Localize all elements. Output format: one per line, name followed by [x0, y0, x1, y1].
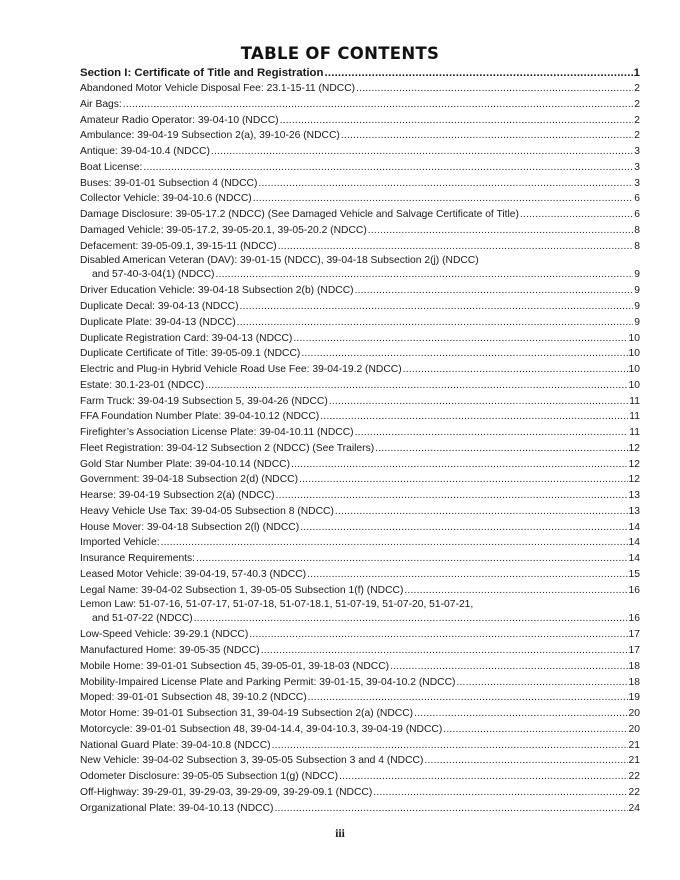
- toc-entry[interactable]: [80, 315, 640, 331]
- toc-entry[interactable]: [80, 535, 640, 551]
- leader-dots: [456, 675, 627, 691]
- leader-dots: [123, 97, 633, 113]
- toc-entry-page: 17: [628, 629, 640, 641]
- toc-entry[interactable]: [80, 331, 640, 347]
- toc-entry-page: 14: [628, 521, 640, 533]
- toc-entry-label: Antique: 39-04-10.4 (NDCC): [80, 146, 210, 157]
- toc-entry-page: 22: [628, 771, 640, 782]
- leader-dots: [299, 472, 627, 488]
- leader-dots: [307, 567, 627, 583]
- toc-entry-page: 3: [634, 177, 640, 189]
- toc-entry-page: 14: [628, 553, 640, 564]
- toc-entry[interactable]: [80, 160, 640, 176]
- toc-entry-label: Estate: 30.1-23-01 (NDCC): [80, 379, 205, 391]
- toc-entry-page: 8: [634, 240, 640, 252]
- toc-entry-page: 18: [628, 676, 640, 688]
- toc-entry-label: Firefighter’s Association License Plate: 39-04-10.11 (NDCC): [80, 427, 354, 438]
- toc-entry-label: Electric and Plug-in Hybrid Vehicle Road Use Fee: 39-04-19.2 (NDCC): [80, 364, 402, 375]
- toc-entry[interactable]: [80, 583, 640, 599]
- toc-entry-page: 9: [634, 316, 640, 328]
- toc-entry[interactable]: [80, 769, 640, 785]
- toc-entry-page: 13: [628, 505, 640, 517]
- leader-dots: [196, 551, 627, 567]
- toc-entry[interactable]: [80, 738, 640, 754]
- toc-entry[interactable]: [80, 520, 640, 536]
- toc-entry[interactable]: [80, 362, 640, 378]
- leader-dots: [205, 378, 627, 394]
- leader-dots: [291, 457, 628, 473]
- leader-dots: [249, 627, 627, 643]
- toc-entry-label: Government: 39-04-18 Subsection 2(d) (NDCC): [80, 474, 299, 486]
- toc-entry-label: Duplicate Plate: 39-04-13 (NDCC): [80, 316, 236, 328]
- toc-entry-label: Buses: 39-01-01 Subsection 4 (NDCC): [80, 177, 258, 189]
- toc-entry[interactable]: [80, 706, 640, 722]
- toc-entry[interactable]: [80, 254, 640, 281]
- toc-entry-label-continued: and 51-07-22 (NDCC): [92, 612, 193, 624]
- toc-entry-label-continued: and 57-40-3-04(1) (NDCC): [92, 268, 215, 280]
- toc-entry[interactable]: [80, 113, 640, 129]
- toc-entry-label: Odometer Disclosure: 39-05-05 Subsection 1(g) (NDCC): [80, 771, 339, 782]
- leader-dots: [339, 769, 627, 785]
- toc-entry-label: Defacement: 39-05-09.1, 39-15-11 (NDCC): [80, 240, 277, 252]
- toc-entry-label: Collector Vehicle: 39-04-10.6 (NDCC): [80, 193, 252, 205]
- toc-entry[interactable]: [80, 409, 640, 425]
- toc-entry-page: 19: [628, 692, 640, 704]
- toc-entry[interactable]: [80, 753, 640, 769]
- toc-entry-label: Boat License:: [80, 161, 143, 173]
- toc-entry[interactable]: [80, 488, 640, 504]
- toc-entry-page: 2: [634, 83, 640, 94]
- leader-dots: [320, 409, 628, 425]
- toc-entry-label: Low-Speed Vehicle: 39-29.1 (NDCC): [80, 629, 249, 641]
- leader-dots: [272, 738, 628, 754]
- toc-entry-page: 22: [628, 786, 640, 798]
- toc-entry[interactable]: [80, 144, 640, 160]
- toc-entry-label: Mobile Home: 39-01-01 Subsection 45, 39-05-01, 39-18-03 (NDCC): [80, 660, 390, 672]
- toc-entry-page: 11: [629, 395, 640, 407]
- leader-dots: [356, 81, 633, 97]
- toc-entry-label: New Vehicle: 39-04-02 Subsection 3, 39-05-05 Subsection 3 and 4 (NDCC): [80, 755, 424, 767]
- toc-entry-label: Damage Disclosure: 39-05-17.2 (NDCC) (See Damaged Vehicle and Salvage Certificate of Title): [80, 209, 519, 220]
- toc-entry-page: 6: [634, 193, 640, 205]
- toc-entry-label: Motor Home: 39-01-01 Subsection 31, 39-04-19 Subsection 2(a) (NDCC): [80, 708, 414, 719]
- toc-entry-label: Air Bags:: [80, 98, 122, 110]
- toc-entry[interactable]: [80, 81, 640, 97]
- toc-entry-label: Gold Star Number Plate: 39-04-10.14 (NDCC): [80, 458, 291, 470]
- leader-dots: [403, 362, 628, 378]
- leader-dots: [443, 722, 627, 738]
- page-title: TABLE OF CONTENTS: [240, 44, 440, 63]
- leader-dots: [240, 299, 634, 315]
- toc-entry-page: 12: [628, 474, 640, 486]
- toc-entry-label: Duplicate Registration Card: 39-04-13 (NDCC): [80, 332, 293, 344]
- toc-entry[interactable]: [80, 690, 640, 706]
- toc-entry[interactable]: [80, 191, 640, 207]
- toc-entry-page: 21: [628, 739, 640, 751]
- toc-entry-page: 11: [629, 411, 640, 423]
- toc-entry-label: Duplicate Certificate of Title: 39-05-09.1 (NDCC): [80, 348, 301, 360]
- toc-entry[interactable]: [80, 722, 640, 738]
- toc-entry-label: Moped: 39-01-01 Subsection 48, 39-10.2 (NDCC): [80, 692, 307, 704]
- toc-entry-label: Disabled American Veteran (DAV): 39-01-15 (NDCC), 39-04-18 Subsection 2(j) (NDCC): [80, 255, 479, 267]
- toc-entry[interactable]: [80, 567, 640, 583]
- toc-entry-label: Driver Education Vehicle: 39-04-18 Subsection 2(b) (NDCC): [80, 285, 354, 297]
- leader-dots: [335, 504, 628, 520]
- toc-entry-page: 17: [628, 645, 640, 656]
- leader-dots: [194, 612, 628, 626]
- leader-dots: [308, 690, 628, 706]
- toc-section-page: 1: [633, 67, 640, 79]
- toc-entry-label: Mobility-Impaired License Plate and Parking Permit: 39-01-15, 39-04-10.2 (NDCC): [80, 676, 456, 688]
- table-of-contents: [80, 65, 640, 816]
- leader-dots: [355, 283, 634, 299]
- toc-entry-page: 13: [628, 490, 640, 501]
- leader-dots: [293, 331, 627, 347]
- toc-entry-page: 2: [634, 98, 640, 110]
- toc-entry[interactable]: [80, 801, 640, 817]
- toc-entry[interactable]: [80, 176, 640, 192]
- toc-entry[interactable]: [80, 643, 640, 659]
- toc-entry-label: Farm Truck: 39-04-19 Subsection 5, 39-04-26 (NDCC): [80, 395, 328, 407]
- leader-dots: [143, 160, 633, 176]
- toc-entry-page: 20: [628, 723, 640, 735]
- leader-dots: [390, 659, 627, 675]
- toc-entry[interactable]: [80, 394, 640, 410]
- toc-entry-page: 14: [628, 537, 640, 549]
- toc-entry-page: 2: [634, 114, 640, 126]
- toc-section-heading[interactable]: [80, 65, 640, 81]
- leader-dots: [253, 191, 634, 207]
- toc-entry-label: Amateur Radio Operator: 39-04-10 (NDCC): [80, 114, 279, 126]
- leader-dots: [301, 346, 627, 362]
- leader-dots: [274, 801, 627, 817]
- toc-entry-page: 2: [634, 130, 640, 142]
- leader-dots: [520, 207, 633, 223]
- toc-entry[interactable]: [80, 299, 640, 315]
- toc-entry[interactable]: [80, 346, 640, 362]
- toc-entry[interactable]: [80, 207, 640, 223]
- toc-entry[interactable]: [80, 659, 640, 675]
- leader-dots: [341, 128, 633, 144]
- toc-entry-label: Hearse: 39-04-19 Subsection 2(a) (NDCC): [80, 490, 275, 501]
- toc-entry-label: House Mover: 39-04-18 Subsection 2(l) (NDCC): [80, 521, 300, 533]
- leader-dots: [237, 315, 634, 331]
- leader-dots: [414, 706, 627, 722]
- toc-entry-page: 10: [628, 379, 640, 391]
- toc-entry[interactable]: [80, 627, 640, 643]
- toc-entry[interactable]: [80, 785, 640, 801]
- toc-entry-page: 18: [628, 660, 640, 672]
- toc-entry-page: 8: [634, 224, 640, 236]
- leader-dots: [161, 535, 628, 551]
- toc-entry-page: 9: [634, 285, 640, 297]
- leader-dots: [329, 394, 629, 410]
- leader-dots: [355, 425, 629, 441]
- toc-entry-page: 20: [628, 708, 640, 719]
- toc-entry[interactable]: [80, 598, 640, 625]
- leader-dots: [215, 268, 633, 282]
- toc-entry-page: 15: [628, 568, 640, 580]
- toc-entry[interactable]: [80, 457, 640, 473]
- leader-dots: [373, 785, 627, 801]
- toc-entry[interactable]: [80, 472, 640, 488]
- toc-entry-label: Insurance Requirements:: [80, 553, 196, 564]
- leader-dots: [424, 753, 627, 769]
- toc-entry-page: 9: [634, 268, 640, 280]
- toc-entry-page: 12: [628, 458, 640, 470]
- toc-entry[interactable]: [80, 239, 640, 255]
- toc-entry[interactable]: [80, 675, 640, 691]
- toc-entry-label: Organizational Plate: 39-04-10.13 (NDCC): [80, 802, 274, 814]
- toc-entry-label: Duplicate Decal: 39-04-13 (NDCC): [80, 301, 239, 312]
- leader-dots: [258, 176, 633, 192]
- leader-dots: [324, 65, 632, 81]
- toc-section-label: Section I: Certificate of Title and Registration: [80, 67, 324, 79]
- leader-dots: [300, 520, 627, 536]
- toc-entry-page: 16: [628, 584, 640, 596]
- toc-entry[interactable]: [80, 378, 640, 394]
- toc-entry-page: 10: [628, 364, 640, 375]
- toc-entry-page: 10: [628, 332, 640, 344]
- leader-dots: [211, 144, 633, 160]
- leader-dots: [261, 643, 628, 659]
- toc-entry-page: 6: [634, 209, 640, 220]
- toc-entry-page: 9: [634, 301, 640, 312]
- toc-entry-label: Leased Motor Vehicle: 39-04-19, 57-40.3 (NDCC): [80, 568, 307, 580]
- leader-dots: [278, 239, 634, 255]
- toc-entry-page: 11: [629, 427, 640, 438]
- toc-entry-label: Abandoned Motor Vehicle Disposal Fee: 23.1-15-11 (NDCC): [80, 83, 356, 94]
- toc-entry-page: 3: [634, 146, 640, 157]
- toc-entry-page: 21: [628, 755, 640, 767]
- leader-dots: [276, 488, 628, 504]
- toc-entry-label: Manufactured Home: 39-05-35 (NDCC): [80, 645, 260, 656]
- toc-entry-label: Lemon Law: 51-07-16, 51-07-17, 51-07-18, 51-07-18.1, 51-07-19, 51-07-20, 51-07-21,: [80, 599, 474, 611]
- toc-entry-label: National Guard Plate: 39-04-10.8 (NDCC): [80, 739, 271, 751]
- toc-entry[interactable]: [80, 97, 640, 113]
- toc-entry-label: Fleet Registration: 39-04-12 Subsection 2 (NDCC) (See Trailers): [80, 442, 375, 454]
- toc-entry-page: 24: [628, 802, 640, 814]
- toc-entry[interactable]: [80, 425, 640, 441]
- toc-entry[interactable]: [80, 283, 640, 299]
- leader-dots: [280, 113, 634, 129]
- leader-dots: [368, 223, 634, 239]
- toc-entry-label: Heavy Vehicle Use Tax: 39-04-05 Subsection 8 (NDCC): [80, 505, 334, 517]
- toc-entry-page: 16: [628, 612, 640, 624]
- toc-entry-label: Damaged Vehicle: 39-05-17.2, 39-05-20.1, 39-05-20.2 (NDCC): [80, 224, 367, 236]
- toc-entry-label: Motorcycle: 39-01-01 Subsection 48, 39-04-14.4, 39-04-10.3, 39-04-19 (NDCC): [80, 723, 443, 735]
- toc-entry-label: FFA Foundation Number Plate: 39-04-10.12 (NDCC): [80, 411, 320, 423]
- toc-entry[interactable]: [80, 128, 640, 144]
- toc-entry[interactable]: [80, 441, 640, 457]
- toc-entry-label: Off-Highway: 39-29-01, 39-29-03, 39-29-09, 39-29-09.1 (NDCC): [80, 786, 373, 798]
- toc-entry-label: Imported Vehicle:: [80, 537, 160, 549]
- toc-entry-page: 3: [634, 161, 640, 173]
- toc-entry[interactable]: [80, 504, 640, 520]
- toc-entry[interactable]: [80, 223, 640, 239]
- toc-entry[interactable]: [80, 551, 640, 567]
- toc-entry-page: 12: [628, 442, 640, 454]
- page-number: iii: [335, 828, 345, 840]
- leader-dots: [375, 441, 627, 457]
- toc-entry-label: Legal Name: 39-04-02 Subsection 1, 39-05-05 Subsection 1(f) (NDCC): [80, 584, 404, 596]
- leader-dots: [404, 583, 627, 599]
- toc-entry-page: 10: [628, 348, 640, 360]
- toc-entry-label: Ambulance: 39-04-19 Subsection 2(a), 39-10-26 (NDCC): [80, 130, 340, 142]
